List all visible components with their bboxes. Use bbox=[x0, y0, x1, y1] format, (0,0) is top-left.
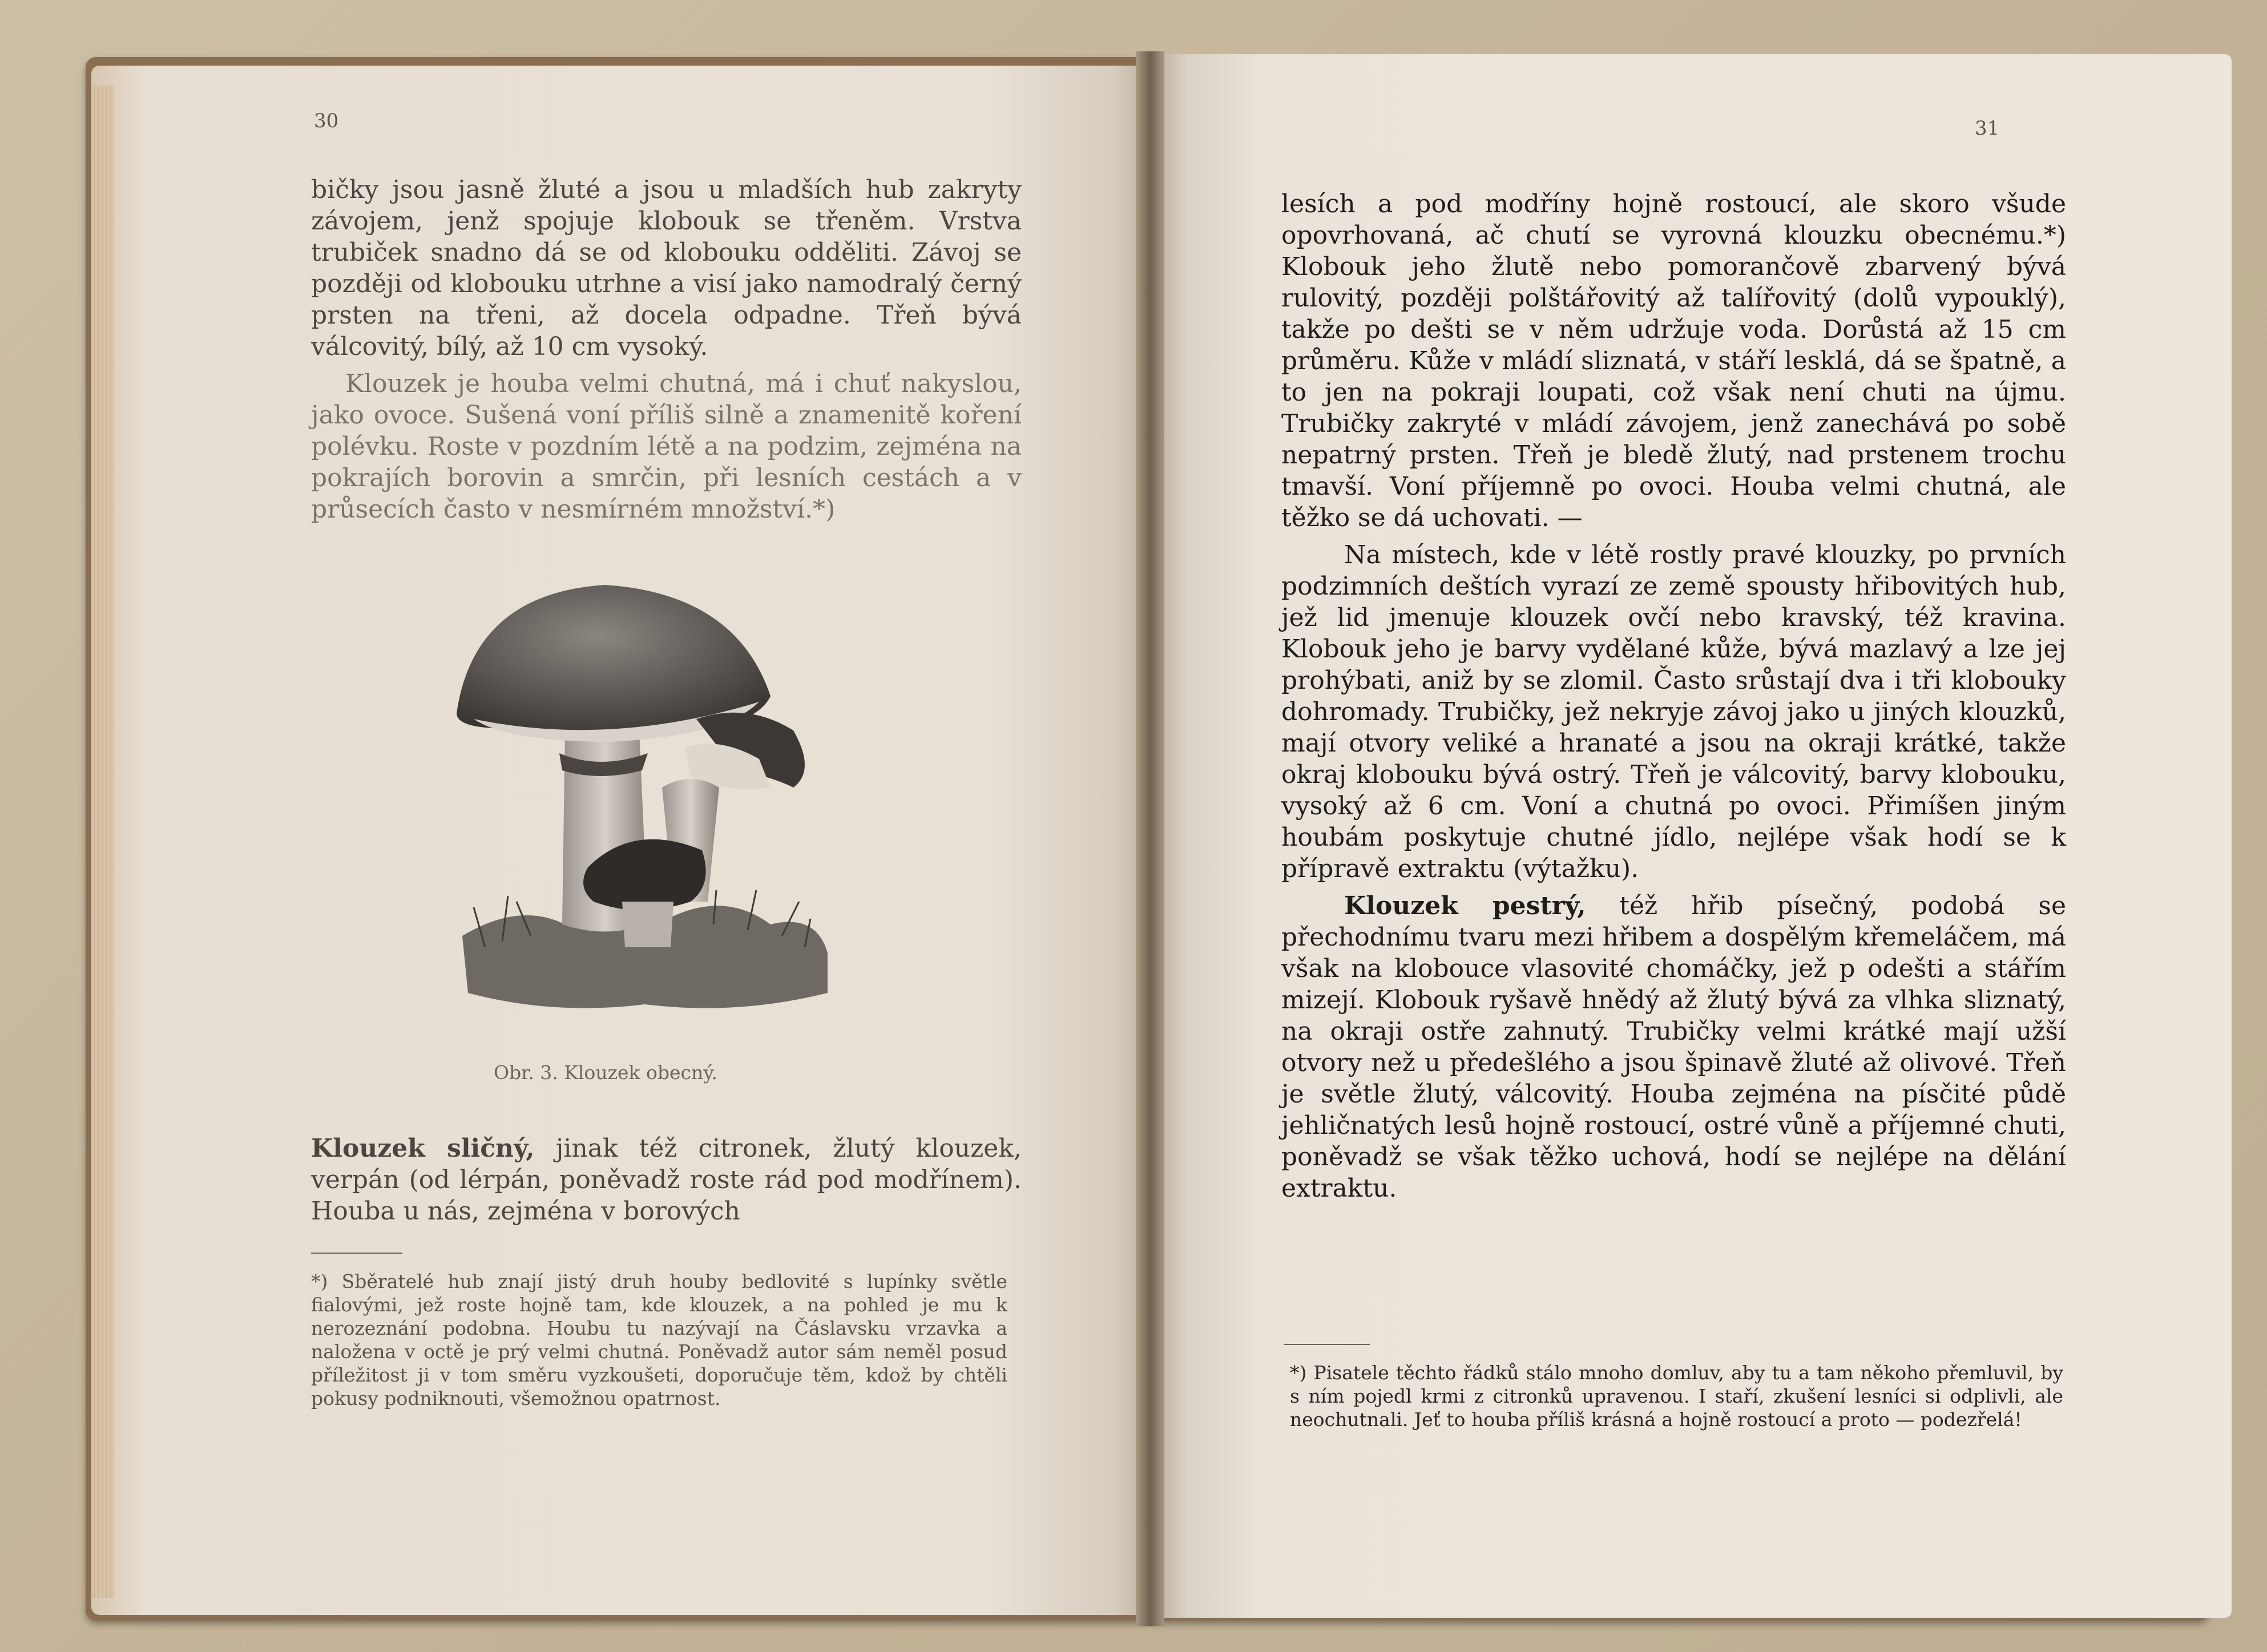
mushroom-illustration bbox=[451, 582, 839, 1016]
right-paragraph-1: lesích a pod modříny hojně rostoucí, ale skoro všude opovrhovaná, ač chutí se vyrovná klouzku obecnému.*) Klobouk jeho žlutě nebo pomorančově zbarvený bývá rulovitý, později polštářovitý až talířovitý (dolů vypouklý), takže po dešti se v něm udržuje voda. Dorůstá až 15 cm průměru. Kůže v mládí sliznatá, v stáří lesklá, dá se špatně, a to jen na pokraji loupati, což však není chuti na újmu. Trubičky zakryté v mládí závojem, jenž zanechává po sobě nepatrný prsten. Třeň je bledě žlutý, nad prstenem trochu tmavší. Voní příjemně po ovoci. Houba velmi chutná, ale těžko se dá uchovati. — bbox=[1281, 189, 2066, 532]
figure-caption: Obr. 3. Klouzek obecný. bbox=[494, 1061, 718, 1084]
page-edges bbox=[91, 86, 114, 1598]
left-footnote: *) Sběratelé hub znají jistý druh houby bedlovité s lupínky světle fialovými, jež roste hojně tam, kde klouzek, a na pohled je mu k nerozeznání podobna. Houbu tu nazývají na Čáslavsku vrzavka a naložena v octě je prý velmi chutná. Poněvadž autor sám neměl posud příležitost ji v tom směru vyzkoušeti, doporučuje těm, kdož by chtěli pokusy podniknouti, všemožnou opatrnost. bbox=[311, 1270, 1007, 1409]
right-section-text: též hřib písečný, podobá se přechodnímu tvaru mezi hřibem a dospělým křemeláčem, má však na klobouce vlasovité chomáčky, jež p odešti a stářím mizejí. Klobouk ryšavě hnědý až žlutý bývá za vlhka sliznatý, na okraji ostře zahnutý. Trubičky velmi krátké mají užší otvory než u předešlého a jsou špinavě žluté až olivové. Třeň je světle žlutý, válcovitý. Houba zejména na písčité půdě jehličnatých lesů hojně rostoucí, ostré vůně a příjemné chuti, poněvadž se však těžko uchová, hodí se nejlépe na dělání extraktu. bbox=[1281, 891, 2066, 1203]
left-section bbox=[311, 1133, 1022, 1227]
left-section-heading: Klouzek sličný, bbox=[311, 1134, 535, 1163]
right-paragraph-2: Na místech, kde v létě rostly pravé klouzky, po prvních podzimních deštích vyrazí ze země spousty hřibovitých hub, jež lid jmenuje klouzek ovčí nebo kravský, též kravina. Klobouk jeho je barvy vydělané kůže, bývá mazlavý a lze jej prohýbati, aniž by se zlomil. Často srůstají dva i tři klobouky dohromady. Trubičky, jež nekryje závoj jako u jiných klouzků, mají otvory veliké a hranaté a jsou na okraji krátké, takže okraj klobouku bývá ostrý. Třeň je válcovitý, barvy klobouku, vysoký až 6 cm. Voní a chutná po ovoci. Přimíšen jiným houbám poskytuje chutné jídlo, nejlépe však hodí se k přípravě extraktu (výtažku). bbox=[1281, 540, 2066, 883]
page-number-left: 30 bbox=[314, 110, 339, 132]
book-gutter bbox=[1136, 51, 1164, 1626]
left-paragraph-2: Klouzek je houba velmi chutná, má i chuť nakyslou, jako ovoce. Sušená voní příliš silně a znamenitě koření polévku. Roste v pozdním létě a na podzim, zejména na pokrajích borovin a smrčin, při lesních cestách a v průsecích často v nesmírném množství.*) bbox=[311, 369, 1022, 524]
right-text-block bbox=[1281, 188, 2066, 1210]
right-footnote: *) Pisatele těchto řádků stálo mnoho domluv, aby tu a tam někoho přemluvil, by s ním pojedl krmi z citronků upravenou. I staří, zkušení lesníci si odplivli, ale neochutnali. Jeť to houba příliš krásná a hojně rostoucí a proto — podezřelá! bbox=[1290, 1362, 2063, 1431]
right-section bbox=[1281, 890, 2066, 1204]
footnote-rule-right bbox=[1284, 1344, 1370, 1345]
left-text-block bbox=[311, 174, 1022, 531]
right-section-heading: Klouzek pestrý, bbox=[1344, 891, 1586, 920]
page-number-right: 31 bbox=[1975, 117, 2000, 140]
left-section-text: jinak též citronek, žlutý klouzek, verpán (od lérpán, poněvadž roste rád pod modřínem). Houba u nás, zejména v borových bbox=[311, 1134, 1022, 1226]
left-paragraph-1: bičky jsou jasně žluté a jsou u mladších hub zakryty závojem, jenž spojuje klobouk se třeněm. Vrstva trubiček snadno dá se od klobouku odděliti. Závoj se později od klobouku utrhne a visí jako namodralý černý prsten na třeni, až docela odpadne. Třeň bývá válcovitý, bílý, až 10 cm vysoký. bbox=[311, 175, 1022, 361]
footnote-rule-left bbox=[311, 1253, 402, 1254]
